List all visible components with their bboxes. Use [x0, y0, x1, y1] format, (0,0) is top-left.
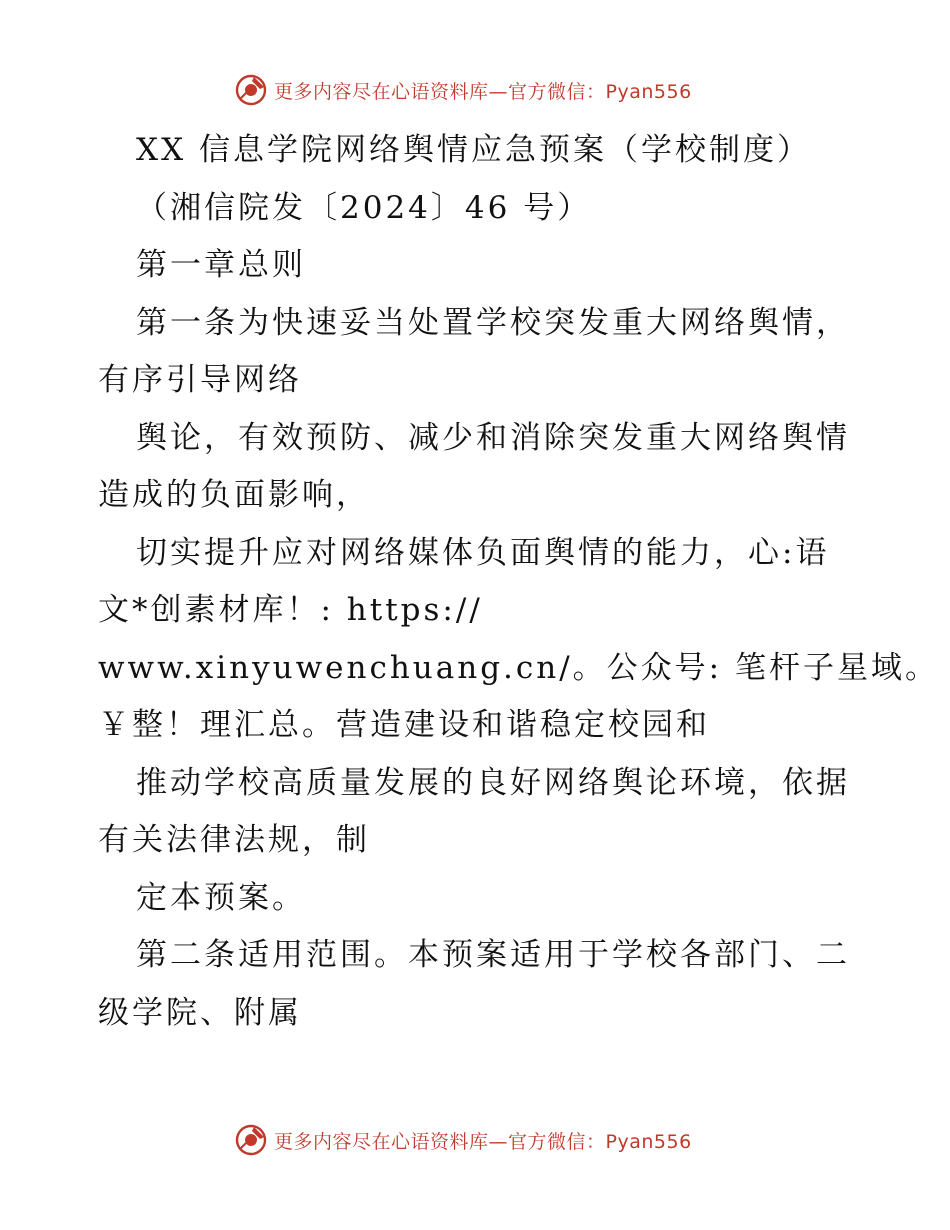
paragraph-line: 有序引导网络 [98, 362, 302, 398]
paragraph-line: 造成的负面影响， [98, 477, 370, 513]
pen-seal-icon [234, 1123, 268, 1157]
doc-title: XX 信息学院网络舆情应急预案（学校制度） [136, 132, 811, 168]
paragraph-line: 舆论，有效预防、减少和消除突发重大网络舆情 [136, 419, 850, 456]
watermark-text: 更多内容尽在心语资料库—官方微信：Pyan556 [274, 1130, 692, 1153]
document-body [98, 122, 939, 1042]
paragraph-line: 文*创素材库！: https:// [98, 592, 483, 628]
paragraph-line: ￥整！理汇总。营造建设和谐稳定校园和 [98, 707, 710, 743]
chapter-heading: 第一章总则 [136, 247, 306, 283]
header-watermark-banner [234, 72, 692, 108]
paragraph-line: 定本预案。 [136, 879, 306, 916]
footer-watermark-banner [234, 1122, 692, 1158]
paragraph-line: 第一条为快速妥当处置学校突发重大网络舆情， [136, 304, 850, 341]
paragraph-line: 第二条适用范围。本预案适用于学校各部门、二 [136, 937, 850, 973]
paragraph-line: 级学院、附属 [98, 994, 302, 1031]
doc-number: （湘信院发〔2024〕46 号） [136, 189, 592, 226]
watermark-text: 更多内容尽在心语资料库—官方微信：Pyan556 [274, 80, 692, 103]
paragraph-line: 推动学校高质量发展的良好网络舆论环境，依据 [136, 764, 850, 801]
paragraph-line: 有关法律法规，制 [98, 822, 370, 858]
paragraph-line: www.xinyuwenchuang.cn/。公众号: 笔杆子星域。 [98, 649, 939, 686]
pen-seal-icon [234, 73, 268, 107]
paragraph-line: 切实提升应对网络媒体负面舆情的能力，心:语 [136, 534, 830, 571]
